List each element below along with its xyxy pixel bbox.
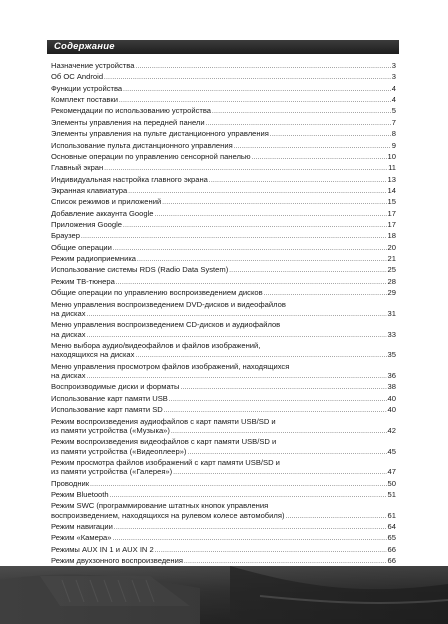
dot-leader <box>285 513 386 522</box>
dot-leader <box>187 449 386 458</box>
dot-leader <box>180 384 386 393</box>
toc-page-number: 9 <box>391 140 396 150</box>
toc-entry-title: Режим Bluetooth <box>51 490 109 500</box>
section-header <box>47 40 399 54</box>
table-of-contents <box>51 61 396 579</box>
toc-entry-line <box>51 405 396 416</box>
toc-entry <box>51 72 396 83</box>
dot-leader <box>128 188 386 197</box>
dot-leader <box>119 97 391 106</box>
toc-page-number: 17 <box>387 220 396 230</box>
toc-page-number: 64 <box>387 522 396 532</box>
toc-page-number: 5 <box>391 106 396 116</box>
toc-entry-title: Экранная клавиатура <box>51 185 128 195</box>
toc-entry <box>51 522 396 533</box>
toc-entry <box>51 479 396 490</box>
toc-page-number: 4 <box>391 95 396 105</box>
toc-page-number: 40 <box>387 393 396 403</box>
toc-entry-title-line: Меню управления воспроизведением DVD-дисков и видеофайлов <box>51 299 286 309</box>
toc-page-number: 14 <box>387 185 396 195</box>
toc-entry <box>51 458 396 479</box>
toc-entry-title: находящихся на дисках <box>51 350 135 360</box>
toc-entry-line <box>51 72 396 83</box>
dot-leader <box>206 120 391 129</box>
toc-entry <box>51 490 396 501</box>
toc-page-number: 45 <box>387 446 396 456</box>
toc-entry <box>51 106 396 117</box>
toc-entry <box>51 118 396 129</box>
toc-entry-line <box>51 209 396 220</box>
section-title: Содержание <box>54 41 115 52</box>
toc-entry-title: Основные операции по управлению сенсорной панелью <box>51 151 251 161</box>
dot-leader <box>155 547 387 556</box>
toc-entry-title: Функции устройства <box>51 83 123 93</box>
footer-decoration <box>0 566 448 624</box>
toc-page-number: 33 <box>387 329 396 339</box>
toc-entry-line <box>51 288 396 299</box>
toc-entry-title: Комплект поставки <box>51 95 118 105</box>
toc-entry-line <box>51 118 396 129</box>
dot-leader <box>229 267 386 276</box>
toc-entry <box>51 186 396 197</box>
toc-entry <box>51 405 396 416</box>
toc-entry-line <box>51 231 396 242</box>
toc-entry-line <box>51 350 396 361</box>
toc-entry-title: Об ОС Android <box>51 72 104 82</box>
toc-page-number: 28 <box>387 276 396 286</box>
toc-entry-line <box>51 141 396 152</box>
toc-page-number: 18 <box>387 231 396 241</box>
dot-leader <box>135 63 390 72</box>
toc-entry-line <box>51 382 396 393</box>
toc-entry-title: Главный экран <box>51 163 104 173</box>
toc-entry-title: из памяти устройства («Музыка») <box>51 425 170 435</box>
toc-entry-title-line: Режим воспроизведения аудиофайлов с карт памяти USB/SD и <box>51 416 276 426</box>
toc-entry-title: Использование карт памяти USB <box>51 393 168 403</box>
toc-entry-line <box>51 533 396 544</box>
toc-entry-title: Элементы управления на передней панели <box>51 117 205 127</box>
dot-leader <box>209 177 387 186</box>
toc-entry-line <box>51 175 396 186</box>
toc-entry-title: Элементы управления на пульте дистанционного управления <box>51 129 269 139</box>
toc-entry-title: Добавление аккаунта Google <box>51 208 154 218</box>
toc-entry <box>51 129 396 140</box>
toc-entry-line <box>51 447 396 458</box>
toc-page-number: 13 <box>387 174 396 184</box>
toc-entry-title: Режим навигации <box>51 522 113 532</box>
toc-page-number: 66 <box>387 544 396 554</box>
toc-entry-line <box>51 84 396 95</box>
toc-page-number: 35 <box>387 350 396 360</box>
toc-entry <box>51 362 396 383</box>
toc-entry-line <box>51 277 396 288</box>
dot-leader <box>169 396 387 405</box>
toc-page-number: 42 <box>387 425 396 435</box>
dot-leader <box>110 492 387 501</box>
toc-entry-title: Браузер <box>51 231 80 241</box>
dot-leader <box>81 233 387 242</box>
toc-page-number: 11 <box>388 163 396 173</box>
toc-entry <box>51 254 396 265</box>
toc-entry-title: из памяти устройства («Галерея») <box>51 467 173 477</box>
toc-entry <box>51 288 396 299</box>
toc-entry <box>51 197 396 208</box>
dot-leader <box>87 311 387 320</box>
toc-page-number: 65 <box>387 533 396 543</box>
toc-entry-title-line: Режим SWC (программирование штатных кнопок управления <box>51 501 269 511</box>
toc-entry-line <box>51 511 396 522</box>
car-dashboard-texture <box>0 566 448 624</box>
toc-entry <box>51 341 396 362</box>
toc-page-number: 7 <box>391 117 396 127</box>
toc-page-number: 21 <box>387 254 396 264</box>
toc-entry-line <box>51 129 396 140</box>
toc-entry-line <box>51 61 396 72</box>
toc-entry <box>51 437 396 458</box>
toc-entry <box>51 300 396 321</box>
toc-entry-title-line: Меню управления просмотром файлов изображений, находящихся <box>51 361 290 371</box>
toc-page-number: 51 <box>387 490 396 500</box>
toc-page-number: 4 <box>391 83 396 93</box>
toc-page-number: 38 <box>387 382 396 392</box>
toc-entry <box>51 394 396 405</box>
dot-leader <box>173 469 386 478</box>
toc-entry-title-line: Меню управления воспроизведением CD-дисков и аудиофайлов <box>51 320 281 330</box>
toc-page-number: 8 <box>391 129 396 139</box>
dot-leader <box>135 352 386 361</box>
toc-entry <box>51 501 396 522</box>
dot-leader <box>123 86 391 95</box>
toc-entry-title: на дисках <box>51 329 86 339</box>
toc-entry <box>51 175 396 186</box>
toc-page-number: 66 <box>387 556 396 566</box>
dot-leader <box>87 373 387 382</box>
toc-entry <box>51 84 396 95</box>
toc-entry-line <box>51 371 396 382</box>
toc-entry <box>51 141 396 152</box>
toc-entry-line <box>51 95 396 106</box>
toc-entry-line <box>51 479 396 490</box>
toc-entry-title: Индивидуальная настройка главного экрана <box>51 174 208 184</box>
dot-leader <box>171 428 387 437</box>
toc-entry <box>51 265 396 276</box>
toc-entry-title: Рекомендации по использованию устройства <box>51 106 212 116</box>
toc-entry-title: Режим «Камера» <box>51 533 112 543</box>
toc-entry-title: Общие операции по управлению воспроизведением дисков <box>51 288 263 298</box>
dot-leader <box>137 256 387 265</box>
toc-entry-line <box>51 309 396 320</box>
toc-entry-title: Использование системы RDS (Radio Data System) <box>51 265 229 275</box>
toc-entry-line <box>51 490 396 501</box>
toc-entry-title-line: Режим воспроизведения видеофайлов с карт памяти USB/SD и <box>51 437 277 447</box>
toc-page-number: 40 <box>387 405 396 415</box>
toc-entry-title: Приложения Google <box>51 220 123 230</box>
toc-page-number: 17 <box>387 208 396 218</box>
toc-entry-title: Общие операции <box>51 242 112 252</box>
toc-entry <box>51 533 396 544</box>
toc-entry-title: Режимы AUX IN 1 и AUX IN 2 <box>51 544 154 554</box>
toc-entry-line <box>51 330 396 341</box>
toc-entry-line <box>51 265 396 276</box>
toc-entry-title: Проводник <box>51 478 90 488</box>
dot-leader <box>104 74 391 83</box>
toc-entry-title: Режим двухзонного воспроизведения <box>51 556 183 566</box>
dot-leader <box>264 290 387 299</box>
toc-entry-line <box>51 426 396 437</box>
toc-page-number: 29 <box>387 288 396 298</box>
toc-entry-title-line: Режим просмотра файлов изображений с карт памяти USB/SD и <box>51 457 280 467</box>
toc-entry-title: Воспроизводимые диски и форматы <box>51 382 180 392</box>
toc-page-number: 20 <box>387 242 396 252</box>
toc-page-number: 36 <box>387 371 396 381</box>
toc-entry <box>51 152 396 163</box>
toc-entry <box>51 220 396 231</box>
toc-entry <box>51 163 396 174</box>
toc-page-number: 3 <box>391 61 396 70</box>
toc-page-number: 15 <box>387 197 396 207</box>
toc-page-number: 31 <box>387 308 396 318</box>
toc-entry-line <box>51 394 396 405</box>
dot-leader <box>113 535 387 544</box>
toc-entry-title: Использование карт памяти SD <box>51 405 163 415</box>
toc-page-number: 3 <box>391 72 396 82</box>
dot-leader <box>164 407 387 416</box>
toc-entry <box>51 277 396 288</box>
dot-leader <box>270 131 391 140</box>
toc-entry <box>51 382 396 393</box>
toc-entry-title: на дисках <box>51 371 86 381</box>
toc-entry <box>51 417 396 438</box>
toc-entry-line <box>51 106 396 117</box>
toc-entry-title: Использование пульта дистанционного управления <box>51 140 233 150</box>
dot-leader <box>90 481 386 490</box>
dot-leader <box>87 332 387 341</box>
toc-entry <box>51 209 396 220</box>
toc-page-number: 50 <box>387 478 396 488</box>
toc-entry <box>51 95 396 106</box>
toc-page-number: 25 <box>387 265 396 275</box>
toc-page-number: 61 <box>387 510 396 520</box>
dot-leader <box>104 165 387 174</box>
toc-entry <box>51 545 396 556</box>
dot-leader <box>252 154 387 163</box>
toc-entry-line <box>51 220 396 231</box>
dot-leader <box>114 524 387 533</box>
dot-leader <box>234 143 391 152</box>
toc-page-number: 47 <box>387 467 396 477</box>
toc-entry-line <box>51 163 396 174</box>
dot-leader <box>113 245 387 254</box>
toc-entry-line <box>51 243 396 254</box>
dot-leader <box>212 108 391 117</box>
toc-entry-title: Режим радиоприемника <box>51 254 137 264</box>
toc-entry-line <box>51 197 396 208</box>
dot-leader <box>155 211 387 220</box>
toc-entry-title: из памяти устройства («Видеоплеер») <box>51 446 187 456</box>
toc-entry <box>51 231 396 242</box>
toc-entry-line <box>51 467 396 478</box>
toc-entry-title: воспроизведением, находящихся на рулевом колесе автомобиля) <box>51 510 285 520</box>
toc-entry-title: Назначение устройства <box>51 61 135 70</box>
toc-entry <box>51 320 396 341</box>
toc-page-number: 10 <box>387 151 396 161</box>
toc-entry-line <box>51 152 396 163</box>
dot-leader <box>116 279 387 288</box>
toc-entry-line <box>51 254 396 265</box>
toc-entry-line <box>51 522 396 533</box>
toc-entry-title: Режим ТВ-тюнера <box>51 276 115 286</box>
toc-entry-line <box>51 545 396 556</box>
dot-leader <box>162 199 386 208</box>
toc-entry-title: Список режимов и приложений <box>51 197 162 207</box>
toc-entry <box>51 61 396 72</box>
toc-entry-title-line: Меню выбора аудио/видеофайлов и файлов изображений, <box>51 340 261 350</box>
toc-entry-title: на дисках <box>51 308 86 318</box>
toc-entry-line <box>51 186 396 197</box>
dot-leader <box>123 222 387 231</box>
toc-entry <box>51 243 396 254</box>
